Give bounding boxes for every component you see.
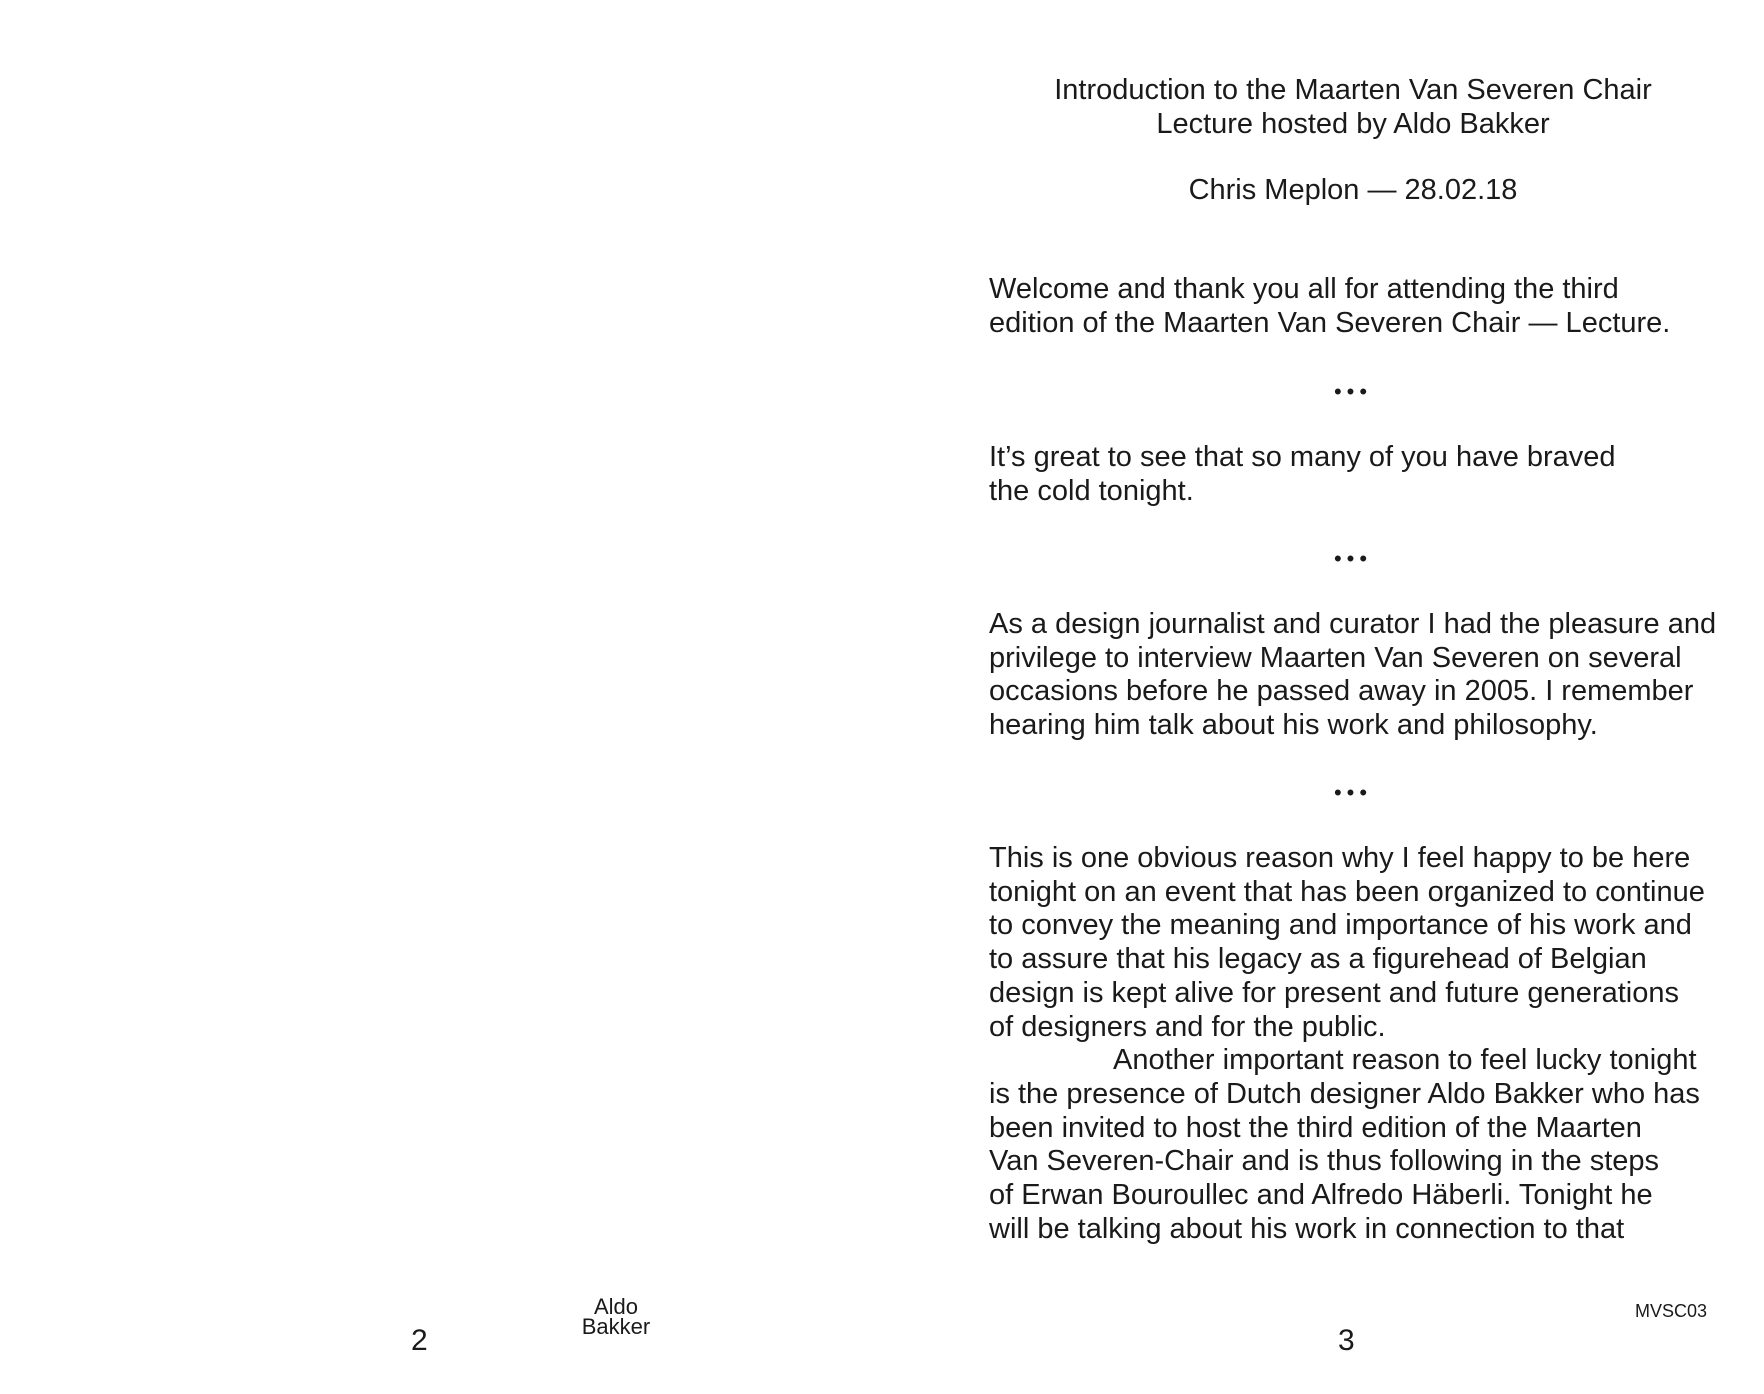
paragraph-line: been invited to host the third edition of the Maarten: [989, 1111, 1642, 1144]
paragraph-line: As a design journalist and curator I had the pleasure and: [989, 608, 1717, 640]
page-header: [992, 73, 1714, 141]
paragraph-4: [989, 842, 1729, 1246]
paragraph-line: hearing him talk about his work and philosophy.: [989, 709, 1598, 742]
paragraph-line: This is one obvious reason why I feel happy to be here: [989, 842, 1691, 874]
paragraph-3: [989, 608, 1729, 743]
paragraph-2: [989, 441, 1729, 508]
running-title: [560, 1294, 672, 1339]
paragraph-line: will be talking about his work in connection to that: [989, 1212, 1625, 1245]
paragraph-line: It’s great to see that so many of you have braved: [989, 441, 1616, 473]
paragraph-line: of designers and for the public.: [989, 1010, 1386, 1043]
paragraph-line: design is kept alive for present and future generations: [989, 976, 1679, 1009]
byline: Chris Meplon — 28.02.18: [1188, 174, 1518, 206]
paragraph-line-indented: Another important reason to feel lucky tonight: [1113, 1044, 1697, 1077]
page-number-left: 2: [411, 1324, 428, 1357]
paragraph-line: of Erwan Bouroullec and Alfredo Häberli. Tonight he: [989, 1179, 1653, 1212]
paragraph-1: [989, 273, 1729, 340]
section-separator: •••: [1333, 546, 1373, 571]
paragraph-line: edition of the Maarten Van Severen Chair — Lecture.: [989, 306, 1671, 339]
section-separator: •••: [1333, 379, 1373, 404]
paragraph-line: is the presence of Dutch designer Aldo Bakker who has: [989, 1077, 1700, 1110]
running-title-line-2: Bakker: [581, 1314, 651, 1339]
paragraph-line: privilege to interview Maarten Van Severen on several: [989, 641, 1682, 674]
paragraph-line: tonight on an event that has been organized to continue: [989, 875, 1705, 908]
paragraph-line: Van Severen-Chair and is thus following in the steps: [989, 1145, 1660, 1178]
publication-code: MVSC03: [1634, 1301, 1707, 1321]
right-page: [882, 0, 1764, 1394]
paragraph-line: to assure that his legacy as a figurehead of Belgian: [989, 943, 1647, 976]
paragraph-line: occasions before he passed away in 2005. I remember: [989, 675, 1694, 708]
page-subtitle: Lecture hosted by Aldo Bakker: [1156, 108, 1550, 140]
paragraph-line: the cold tonight.: [989, 474, 1194, 507]
page-title: Introduction to the Maarten Van Severen Chair: [1054, 74, 1652, 106]
paragraph-line: Welcome and thank you all for attending the third: [989, 273, 1619, 305]
page-number-right: 3: [1338, 1324, 1355, 1357]
paragraph-line: to convey the meaning and importance of his work and: [989, 909, 1692, 942]
running-title-line-1: Aldo: [593, 1294, 639, 1319]
section-separator: •••: [1333, 780, 1373, 805]
